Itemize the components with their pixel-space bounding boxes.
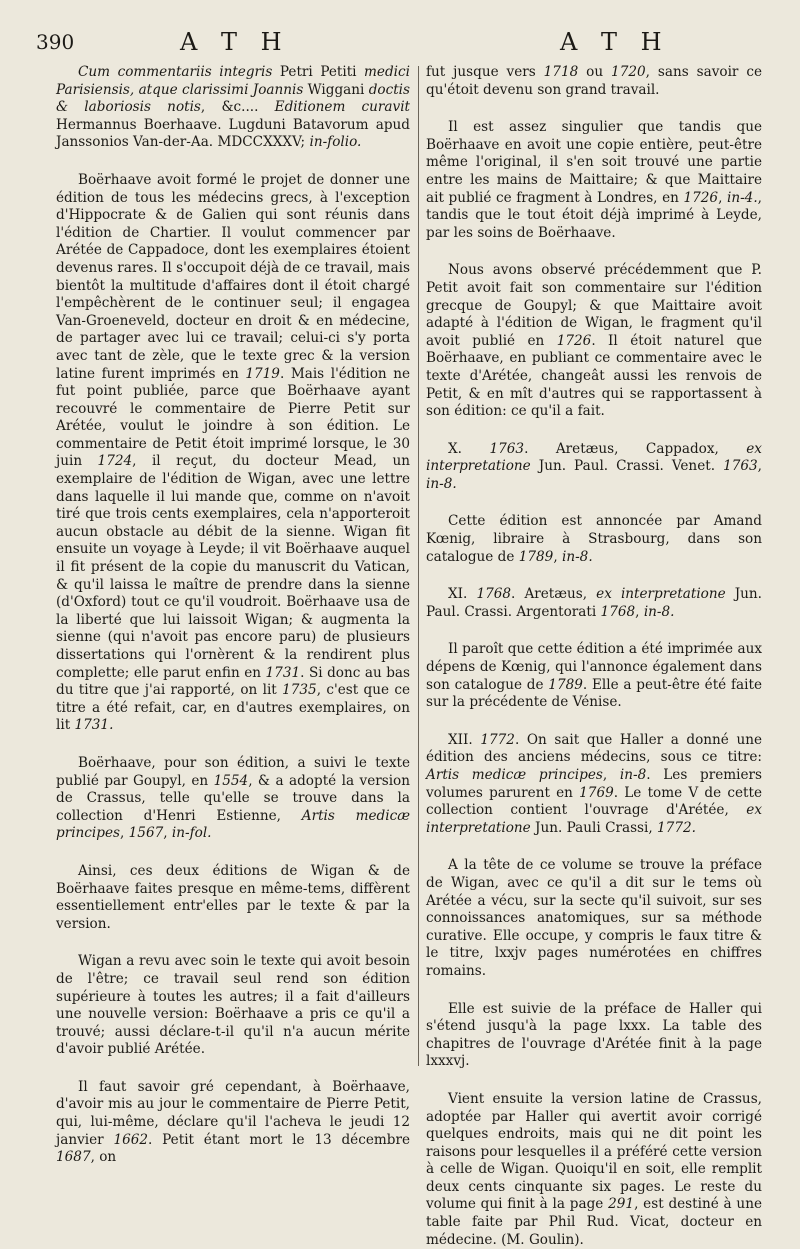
text-run: . Argentorati — [507, 603, 601, 620]
text-run: Il faut savoir gré cependant, à Boërhaave, d'avoir mis au jour le commentaire de Pierre Petit, qui, lui-même, déclare qu'il l'acheva le jeudi 12 janvier — [56, 1078, 410, 1148]
text-run: X. — [448, 440, 490, 457]
text-run: 1763 — [489, 440, 525, 457]
text-run: 1772 — [480, 731, 515, 748]
text-run: 1567 — [128, 825, 164, 842]
text-run: Crassi — [464, 603, 508, 620]
text-run: , — [553, 548, 562, 565]
text-run: , — [582, 586, 597, 603]
paragraph: Wigan a revu avec soin le texte qui avoit besoin de l'être; ce travail seul rend son édition supérieure à toutes les autres; il a fait d'ailleurs une nouvelle version: Boërhaave a pris ce qu'il a trouvé; aussi déclare-t-il qu'il n'a aucun mérite d'avoir publié Arétée. — [56, 953, 410, 1058]
text-run: in-4. — [726, 189, 758, 206]
text-run: . Petit étant mort le 13 décembre — [148, 1131, 411, 1148]
text-run: 1735 — [282, 682, 317, 699]
text-run: Il est assez singulier que tandis que Boërhaave en avoit une copie entière, peut-être même l'original, il s'en soit trouvé une partie entre les mains de Maittaire; & que Maittaire ait publié ce fragment à Londres, en — [426, 119, 762, 206]
text-run: Boërhaave, pour son édition, a suivi le texte publié par Goupyl, en — [56, 754, 410, 789]
text-run: in-8. — [426, 475, 457, 492]
text-run: Nous avons observé précédemment que P. Petit avoit fait son commentaire sur l'édition grecque de Goupyl; & que Maittaire avoit adapté à l'édition de Wigan, le fragment qu'il avoit publié en — [426, 262, 762, 349]
running-head-left: A T H — [180, 28, 290, 56]
text-run: 1718 — [543, 64, 579, 80]
text-run: , on — [90, 1149, 117, 1166]
text-run: , sans savoir ce qu'étoit devenu son grand travail. — [426, 64, 762, 98]
citation-text: in-folio. — [309, 134, 362, 151]
citation-text: Wiggani — [307, 81, 365, 98]
text-run: 291 — [608, 1196, 635, 1213]
text-run: Jun. Paul. — [530, 458, 617, 475]
text-run: . Venet. — [659, 458, 724, 475]
citation-text: Cum commentariis integris — [78, 64, 273, 80]
text-run: 1731 — [265, 664, 301, 681]
text-run: , — [635, 603, 644, 620]
text-run: , c'est que ce titre a été refait, car, en d'autres exemplaires, on lit — [56, 682, 410, 734]
text-run: Vient ensuite la version latine de Crassus, adoptée par Haller qui avertit avoir corrigé quelques endroits, mais qui ne dit point les raisons pour lesquelles il a préféré cette version à celle de Wigan. Quoiqu'il en soit, elle remplit deux cents cinquante six pages. Le reste du volume qui finit à la page — [426, 1090, 762, 1213]
text-run: , — [602, 767, 620, 783]
text-run: Goulin — [528, 1231, 575, 1248]
text-run: Artis medicæ principes — [426, 767, 603, 783]
text-run: . Elle a peut-être été faite sur la précédente de Vénise. — [426, 676, 762, 711]
text-run: , & a adopté la version de Crassus, telle qu'elle se trouve dans la collection d'Henri Estienne, — [56, 772, 410, 824]
text-run: fut jusque vers — [426, 64, 544, 80]
citation-paragraph — [56, 64, 410, 152]
text-run: 1772. — [657, 819, 696, 836]
text-run: ). — [574, 1231, 584, 1248]
text-run: XII. — [448, 731, 481, 748]
text-run: 1726 — [556, 332, 592, 349]
column-divider — [418, 66, 419, 1066]
text-run: ex interpretatione — [596, 586, 726, 603]
text-run: 1662 — [113, 1131, 149, 1148]
text-run: Cette édition est annoncée par Amand Kœnig, libraire à Strasbourg, dans son catalogue de — [426, 513, 762, 565]
text-run: in-fol. — [171, 825, 212, 842]
text-run: Jun. Paul. — [426, 586, 762, 620]
left-column — [56, 64, 410, 1167]
paragraph — [426, 119, 762, 242]
text-run: , il reçut, du docteur Mead, un exemplaire de l'édition de Wigan, avec une lettre dans laquelle il lui mande que, comme on n'avoit tiré que trois cents exemplaires, cela n'apporteroit aucun obstacle au débit de la sienne. Wigan fit ensuite un voyage à Leyde; il vit Boërhaave auquel il fit présent de la copie du manuscrit du Vatican, & qu'il laissa le maître de prendre dans la sienne (d'Oxford) tout ce qu'il voudroit. Boërhaave usa de la liberté que lui laissoit Wigan; & augmenta la sienne (qui n'avoit pas encore paru) de plusieurs dissertations qui l'ornèrent & la rendirent plus complette; elle parut enfin en — [56, 453, 410, 681]
text-run: , — [648, 819, 658, 836]
text-run: . — [524, 440, 556, 457]
paragraph: A la tête de ce volume se trouve la préface de Wigan, avec ce qu'il a dit sur le tems où Arétée a vécu, sur la secte qu'il suivoit, sur ses connoissances anatomiques, sur sa méthode curative. Elle occupe, y compris le faux titre & le titre, lxxjv pages numérotées en chiffres romains. — [426, 857, 762, 979]
text-run: 1789 — [548, 676, 583, 693]
text-run: . Mais l'édition ne fut point publiée, parce que Boërhaave ayant recouvré le commentaire de Pierre Petit sur Arétée, voulut le joindre à son édition. Le commentaire de Petit étoit imprimé lorsque, le 30 juin — [56, 365, 410, 470]
text-run: 1724 — [97, 453, 133, 470]
paragraph — [56, 1079, 410, 1167]
text-run: . Il étoit naturel que Boërhaave, en publiant ce commentaire avec le texte d'Arétée, changeât aussi les renvois de Petit, & en mît d'autres qui se rapportassent à son édition: ce qu'il a fait. — [426, 332, 762, 420]
text-run: , tandis que le tout étoit déjà imprimé à Leyde, par les soins de Boërhaave. — [426, 189, 762, 241]
paragraph — [426, 513, 762, 566]
text-run: , — [163, 825, 172, 842]
paragraph: Elle est suivie de la préface de Haller qui s'étend jusqu'à la page lxxx. La table des chapitres de l'ouvrage d'Arétée finit à la page lxxxvj. — [426, 1000, 762, 1070]
text-run: . Le tome V de cette collection contient l'ouvrage d'Arétée, — [426, 784, 762, 819]
text-run: , — [718, 189, 727, 206]
text-run: 1720 — [611, 64, 646, 80]
right-column — [426, 64, 762, 1249]
text-run: ou — [578, 64, 612, 80]
text-run: Il paroît que cette édition a été imprimée aux dépens de Kœnig, qui l'annonce également dans son catalogue de — [426, 641, 762, 693]
paragraph — [56, 172, 410, 735]
text-run: 1789 — [518, 548, 554, 565]
text-run: Aretæus — [555, 440, 615, 457]
paragraph — [426, 641, 762, 711]
citation-text: medici Parisiensis, atque clarissimi Joannis — [56, 64, 410, 98]
text-run: Boërhaave avoit formé le projet de donner une édition de tous les médecins grecs, à l'exception d'Hippocrate & de Galien qui sont réunis dans l'édition de Chartier. Il voulut commencer par Arétée de Cappadoce, dont les exemplaires étoient devenus rares. Il s'occupoit déjà de ce travail, mais bientôt la multitude d'affaires dont il étoit chargé l'empêchèrent de le continuer seul; il engagea Van-Groeneveld, docteur en droit & en médecine, de partager avec lui ce travail; celui-ci s'y porta avec tant de zèle, que le texte grec & la version latine furent imprimés en — [56, 171, 410, 382]
text-run: ex interpretatione — [426, 440, 762, 475]
citation-text: Boerhaave — [143, 116, 218, 133]
paragraph — [426, 1091, 762, 1249]
citation-text: Petri — [272, 64, 321, 80]
text-run: 1763 — [723, 458, 758, 475]
bibliography-entry-xi — [426, 586, 762, 621]
text-run: , Cappadox, — [614, 440, 747, 457]
text-run: . Les premiers volumes parurent en — [426, 767, 762, 801]
paragraph — [426, 262, 762, 420]
running-head-right: A T H — [560, 28, 670, 56]
citation-text: doctis & laboriosis notis — [56, 81, 410, 116]
text-run: 1768 — [476, 586, 512, 603]
paragraph — [56, 755, 410, 843]
text-run: . On sait que Haller a donné une édition des anciens médecins, sous ce titre: — [426, 731, 762, 766]
bibliography-entry-x — [426, 441, 762, 494]
page-header — [0, 26, 800, 56]
text-run: Crassi — [616, 458, 660, 475]
paragraph-continued — [426, 64, 762, 99]
text-run: XI. — [448, 586, 477, 603]
text-run: , est destiné à une table faite par Phil Rud. Vicat, docteur en médecine. (M. — [426, 1196, 762, 1248]
citation-text: , &c.... — [200, 99, 275, 116]
paragraph: Ainsi, ces deux éditions de Wigan & de Boërhaave faites presque en même-tems, diffèrent essentiellement entr'elles par le texte & par la version. — [56, 862, 410, 932]
text-run: . Si donc au bas du titre que j'ai rapporté, on lit — [56, 664, 410, 699]
page-number: 390 — [36, 30, 75, 54]
text-run: , — [120, 825, 129, 842]
citation-text: . Lugduni Batavorum apud Janssonios Van-der-Aa. MDCCXXXV; — [56, 116, 410, 151]
text-run: Crassi — [605, 819, 649, 836]
text-run: 1768 — [600, 603, 636, 620]
citation-text: Editionem curavit — [274, 99, 410, 116]
text-run: Aretæus — [524, 586, 583, 603]
text-run: ex interpretatione — [426, 802, 762, 836]
text-run: 1769 — [579, 784, 614, 801]
text-run: 1687 — [56, 1149, 91, 1166]
text-run: 1554 — [213, 772, 249, 789]
text-run: , — [757, 458, 762, 475]
text-run: in-8. — [643, 603, 675, 620]
text-run: in-8 — [619, 767, 647, 783]
text-run: 1731. — [74, 717, 114, 734]
text-run: in-8. — [561, 548, 593, 565]
text-run: 1726 — [683, 189, 719, 206]
text-run: Artis medicæ principes — [56, 807, 410, 842]
text-run: . — [511, 586, 525, 603]
citation-text: Hermannus — [56, 116, 144, 133]
bibliography-entry-xii — [426, 732, 762, 838]
text-run: Jun. Pauli — [530, 819, 606, 836]
text-run: 1719 — [245, 365, 280, 382]
citation-text: Petiti — [320, 64, 357, 80]
